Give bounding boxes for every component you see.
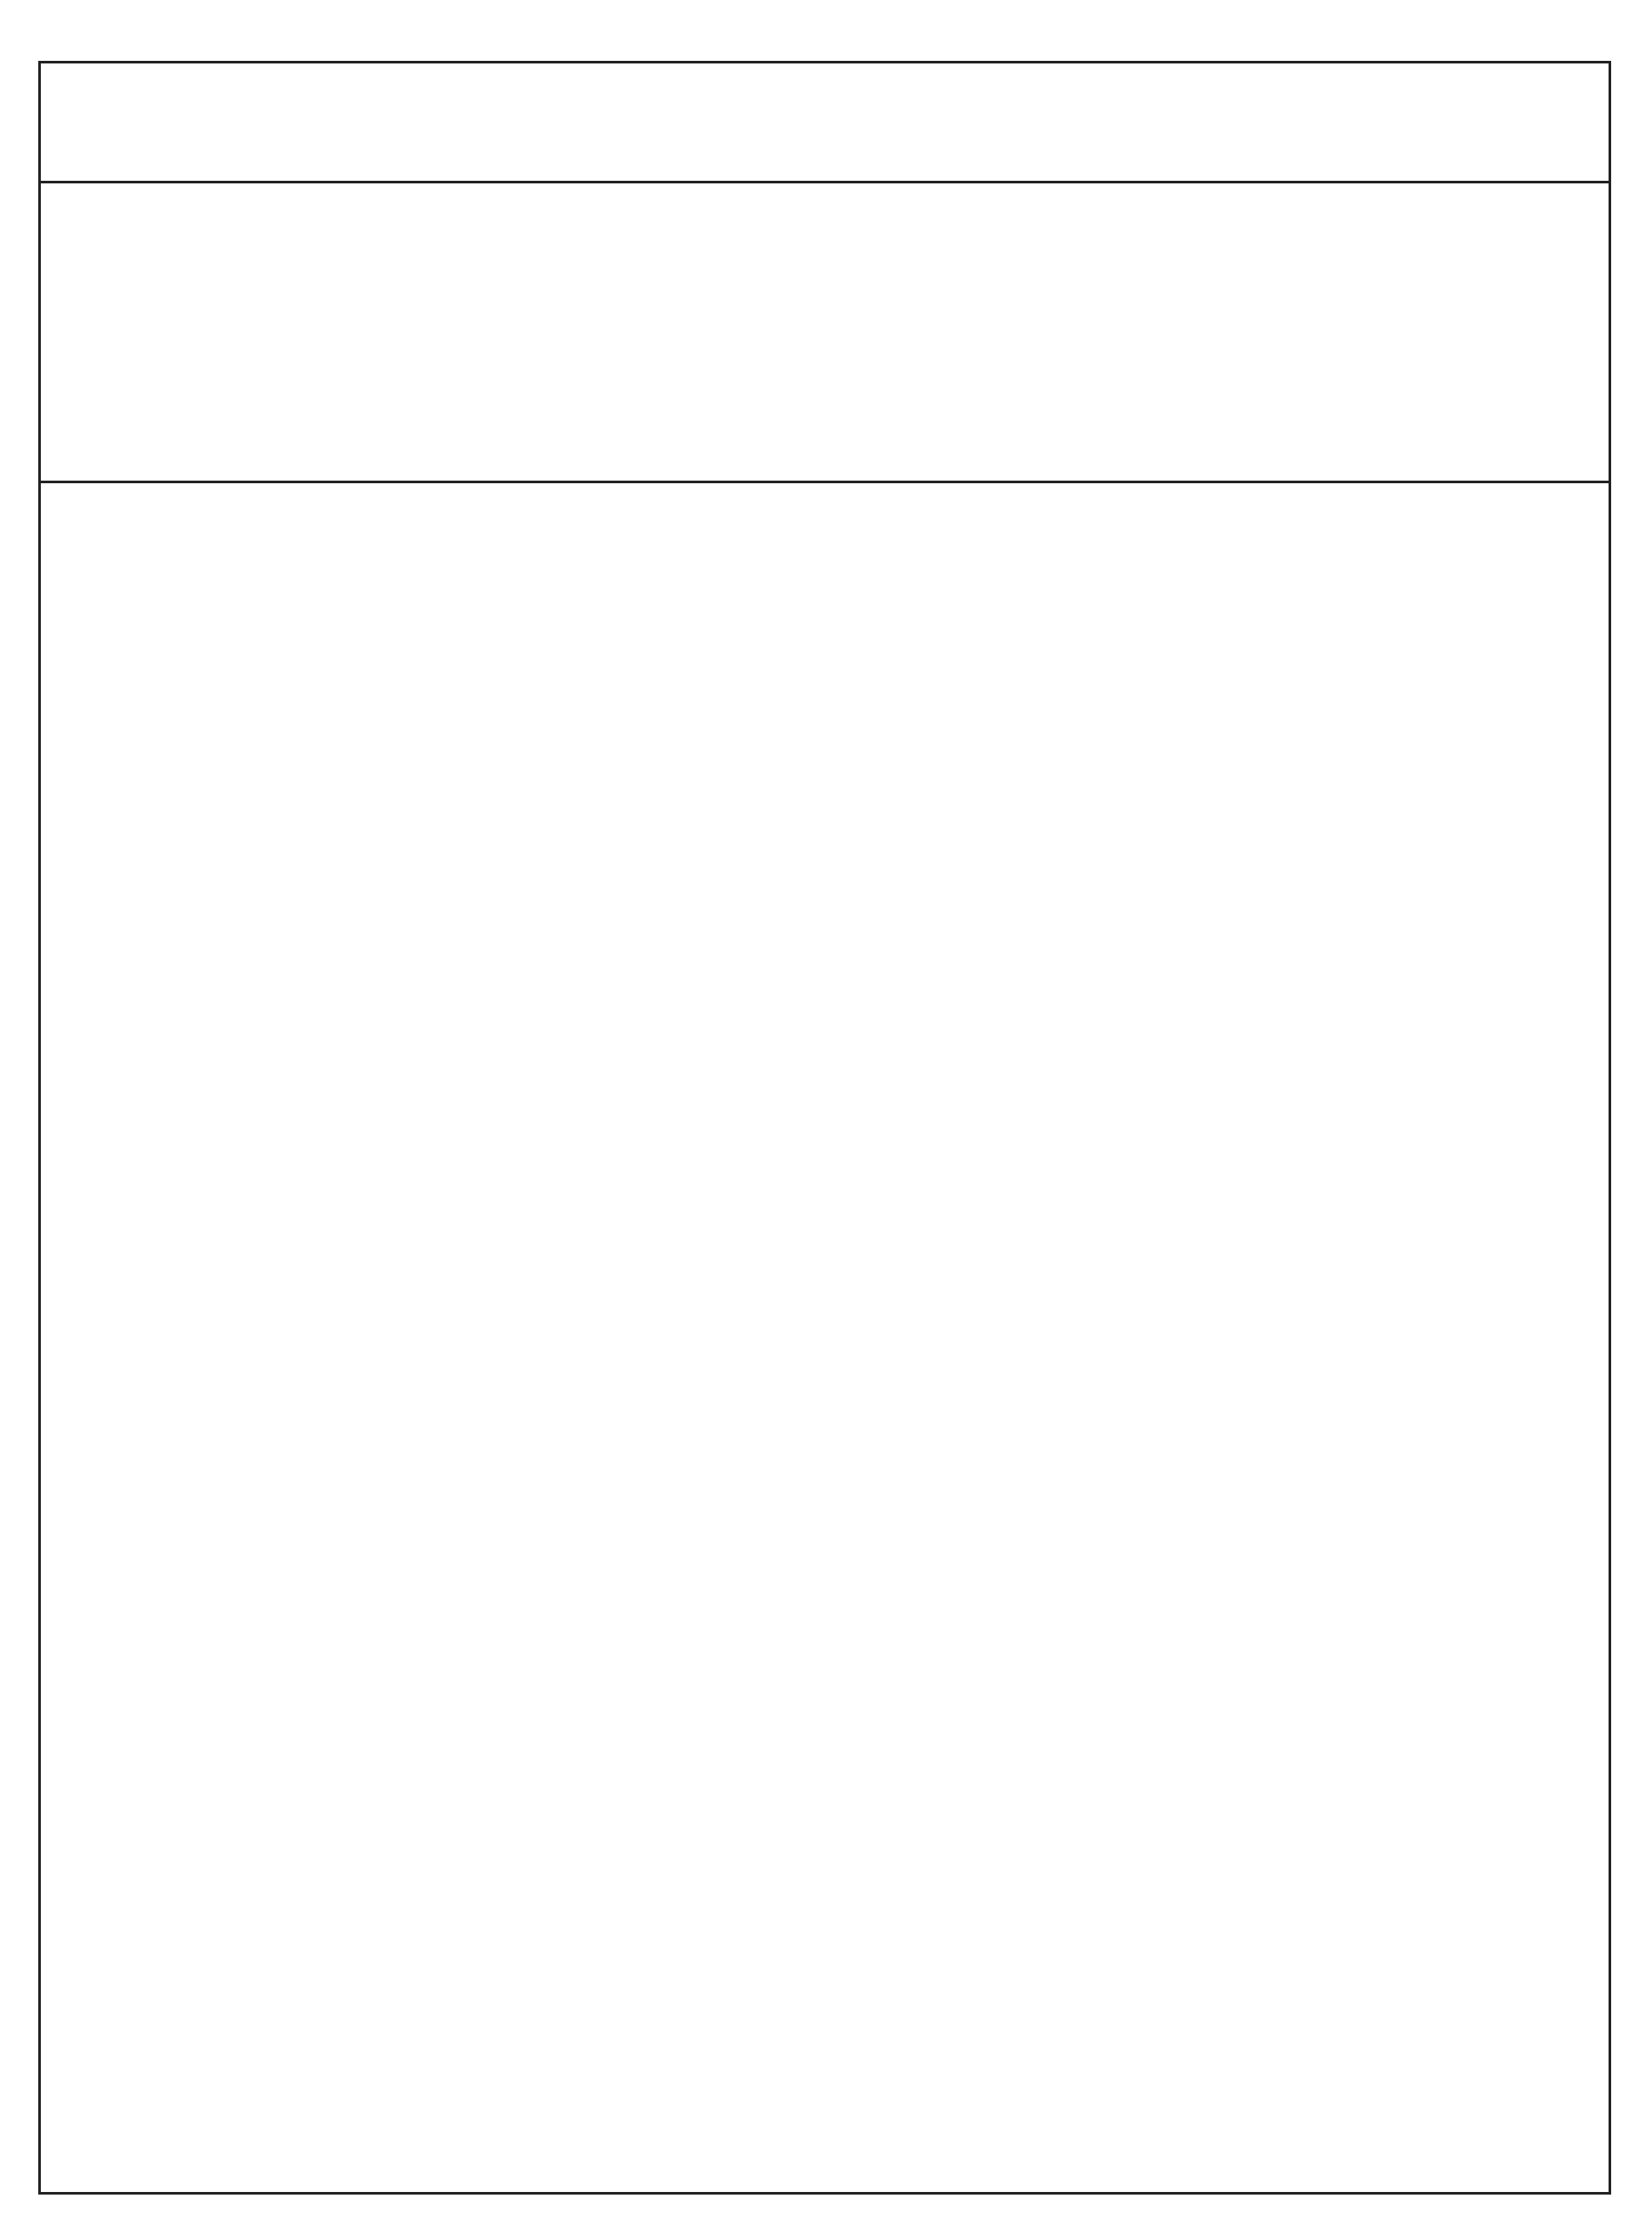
question-rows	[41, 481, 1609, 2192]
survey-sheet	[38, 61, 1611, 2195]
title-box	[41, 63, 1609, 183]
intro-section	[41, 181, 1609, 483]
